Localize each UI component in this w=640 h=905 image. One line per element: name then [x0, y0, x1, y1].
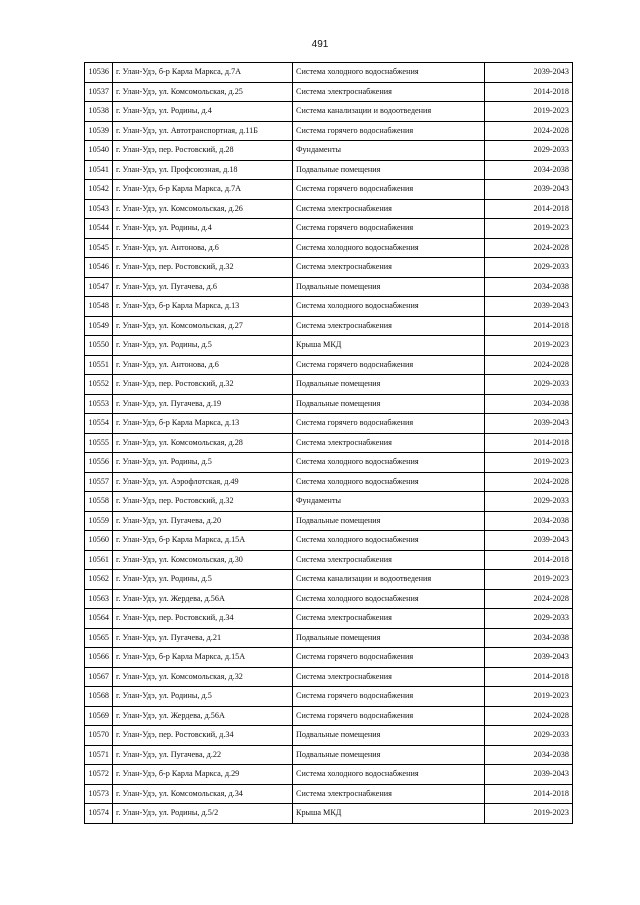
table-row — [85, 765, 573, 785]
system-cell: Подвальные помещения — [293, 745, 485, 765]
address-cell: г. Улан-Удэ, ул. Пугачева, д.22 — [113, 745, 293, 765]
address-cell: г. Улан-Удэ, пер. Ростовский, д.34 — [113, 726, 293, 746]
period-cell: 2039-2043 — [485, 531, 573, 551]
table-row — [85, 336, 573, 356]
row-id-cell: 10568 — [85, 687, 113, 707]
table-row — [85, 414, 573, 434]
table-row — [85, 394, 573, 414]
period-cell: 2014-2018 — [485, 82, 573, 102]
address-cell: г. Улан-Удэ, ул. Пугачева, д.6 — [113, 277, 293, 297]
row-id-cell: 10541 — [85, 160, 113, 180]
table-row — [85, 648, 573, 668]
table-row — [85, 609, 573, 629]
system-cell: Подвальные помещения — [293, 394, 485, 414]
period-cell: 2039-2043 — [485, 180, 573, 200]
period-cell: 2039-2043 — [485, 63, 573, 83]
period-cell: 2024-2028 — [485, 472, 573, 492]
table-row — [85, 121, 573, 141]
row-id-cell: 10545 — [85, 238, 113, 258]
period-cell: 2019-2023 — [485, 219, 573, 239]
period-cell: 2014-2018 — [485, 433, 573, 453]
table-row — [85, 667, 573, 687]
system-cell: Система электроснабжения — [293, 550, 485, 570]
row-id-cell: 10563 — [85, 589, 113, 609]
system-cell: Система электроснабжения — [293, 258, 485, 278]
table-row — [85, 258, 573, 278]
row-id-cell: 10554 — [85, 414, 113, 434]
system-cell: Крыша МКД — [293, 804, 485, 824]
address-cell: г. Улан-Удэ, пер. Ростовский, д.32 — [113, 258, 293, 278]
row-id-cell: 10537 — [85, 82, 113, 102]
table-row — [85, 238, 573, 258]
system-cell: Подвальные помещения — [293, 375, 485, 395]
period-cell: 2019-2023 — [485, 336, 573, 356]
table-row — [85, 472, 573, 492]
period-cell: 2029-2033 — [485, 609, 573, 629]
table-row — [85, 745, 573, 765]
address-cell: г. Улан-Удэ, ул. Родины, д.5 — [113, 570, 293, 590]
period-cell: 2024-2028 — [485, 238, 573, 258]
system-cell: Подвальные помещения — [293, 628, 485, 648]
repair-schedule-table — [84, 62, 573, 824]
row-id-cell: 10555 — [85, 433, 113, 453]
row-id-cell: 10561 — [85, 550, 113, 570]
system-cell: Подвальные помещения — [293, 511, 485, 531]
address-cell: г. Улан-Удэ, б-р Карла Маркса, д.7А — [113, 63, 293, 83]
period-cell: 2024-2028 — [485, 355, 573, 375]
table-row — [85, 180, 573, 200]
row-id-cell: 10551 — [85, 355, 113, 375]
system-cell: Подвальные помещения — [293, 277, 485, 297]
table-row — [85, 570, 573, 590]
row-id-cell: 10536 — [85, 63, 113, 83]
row-id-cell: 10573 — [85, 784, 113, 804]
row-id-cell: 10559 — [85, 511, 113, 531]
system-cell: Система горячего водоснабжения — [293, 414, 485, 434]
row-id-cell: 10566 — [85, 648, 113, 668]
table-row — [85, 726, 573, 746]
row-id-cell: 10538 — [85, 102, 113, 122]
row-id-cell: 10539 — [85, 121, 113, 141]
table-row — [85, 589, 573, 609]
page-number: 491 — [311, 39, 329, 50]
period-cell: 2014-2018 — [485, 784, 573, 804]
address-cell: г. Улан-Удэ, ул. Антонова, д.6 — [113, 355, 293, 375]
table-row — [85, 219, 573, 239]
row-id-cell: 10572 — [85, 765, 113, 785]
address-cell: г. Улан-Удэ, б-р Карла Маркса, д.7А — [113, 180, 293, 200]
address-cell: г. Улан-Удэ, ул. Пугачева, д.21 — [113, 628, 293, 648]
row-id-cell: 10564 — [85, 609, 113, 629]
row-id-cell: 10540 — [85, 141, 113, 161]
address-cell: г. Улан-Удэ, ул. Комсомольская, д.26 — [113, 199, 293, 219]
period-cell: 2034-2038 — [485, 394, 573, 414]
address-cell: г. Улан-Удэ, ул. Комсомольская, д.34 — [113, 784, 293, 804]
address-cell: г. Улан-Удэ, б-р Карла Маркса, д.13 — [113, 297, 293, 317]
row-id-cell: 10552 — [85, 375, 113, 395]
period-cell: 2034-2038 — [485, 511, 573, 531]
table-row — [85, 706, 573, 726]
address-cell: г. Улан-Удэ, б-р Карла Маркса, д.29 — [113, 765, 293, 785]
system-cell: Подвальные помещения — [293, 726, 485, 746]
system-cell: Система электроснабжения — [293, 199, 485, 219]
system-cell: Система электроснабжения — [293, 667, 485, 687]
system-cell: Система горячего водоснабжения — [293, 355, 485, 375]
address-cell: г. Улан-Удэ, ул. Комсомольская, д.27 — [113, 316, 293, 336]
address-cell: г. Улан-Удэ, пер. Ростовский, д.32 — [113, 492, 293, 512]
period-cell: 2014-2018 — [485, 667, 573, 687]
address-cell: г. Улан-Удэ, ул. Комсомольская, д.28 — [113, 433, 293, 453]
period-cell: 2014-2018 — [485, 199, 573, 219]
table-row — [85, 628, 573, 648]
address-cell: г. Улан-Удэ, б-р Карла Маркса, д.15А — [113, 648, 293, 668]
address-cell: г. Улан-Удэ, пер. Ростовский, д.32 — [113, 375, 293, 395]
address-cell: г. Улан-Удэ, ул. Пугачева, д.20 — [113, 511, 293, 531]
system-cell: Система электроснабжения — [293, 82, 485, 102]
period-cell: 2029-2033 — [485, 375, 573, 395]
table-row — [85, 199, 573, 219]
address-cell: г. Улан-Удэ, ул. Комсомольская, д.25 — [113, 82, 293, 102]
table-row — [85, 453, 573, 473]
period-cell: 2039-2043 — [485, 648, 573, 668]
address-cell: г. Улан-Удэ, ул. Родины, д.5 — [113, 687, 293, 707]
row-id-cell: 10570 — [85, 726, 113, 746]
system-cell: Система холодного водоснабжения — [293, 531, 485, 551]
period-cell: 2019-2023 — [485, 453, 573, 473]
period-cell: 2039-2043 — [485, 414, 573, 434]
address-cell: г. Улан-Удэ, ул. Жердева, д.56А — [113, 706, 293, 726]
period-cell: 2014-2018 — [485, 550, 573, 570]
address-cell: г. Улан-Удэ, ул. Комсомольская, д.32 — [113, 667, 293, 687]
row-id-cell: 10574 — [85, 804, 113, 824]
system-cell: Система канализации и водоотведения — [293, 102, 485, 122]
address-cell: г. Улан-Удэ, ул. Пугачева, д.19 — [113, 394, 293, 414]
system-cell: Система горячего водоснабжения — [293, 687, 485, 707]
row-id-cell: 10562 — [85, 570, 113, 590]
period-cell: 2034-2038 — [485, 277, 573, 297]
address-cell: г. Улан-Удэ, ул. Жердева, д.56А — [113, 589, 293, 609]
row-id-cell: 10550 — [85, 336, 113, 356]
system-cell: Система горячего водоснабжения — [293, 706, 485, 726]
system-cell: Крыша МКД — [293, 336, 485, 356]
system-cell: Система канализации и водоотведения — [293, 570, 485, 590]
system-cell: Система электроснабжения — [293, 316, 485, 336]
system-cell: Система горячего водоснабжения — [293, 648, 485, 668]
row-id-cell: 10548 — [85, 297, 113, 317]
address-cell: г. Улан-Удэ, ул. Родины, д.5 — [113, 336, 293, 356]
table-row — [85, 804, 573, 824]
address-cell: г. Улан-Удэ, пер. Ростовский, д.34 — [113, 609, 293, 629]
period-cell: 2029-2033 — [485, 141, 573, 161]
table-row — [85, 63, 573, 83]
row-id-cell: 10549 — [85, 316, 113, 336]
table-row — [85, 531, 573, 551]
system-cell: Фундаменты — [293, 492, 485, 512]
period-cell: 2029-2033 — [485, 492, 573, 512]
period-cell: 2034-2038 — [485, 745, 573, 765]
period-cell: 2019-2023 — [485, 687, 573, 707]
system-cell: Система холодного водоснабжения — [293, 589, 485, 609]
system-cell: Фундаменты — [293, 141, 485, 161]
table-body — [85, 63, 573, 824]
row-id-cell: 10547 — [85, 277, 113, 297]
system-cell: Система электроснабжения — [293, 433, 485, 453]
table-row — [85, 375, 573, 395]
row-id-cell: 10558 — [85, 492, 113, 512]
table-row — [85, 784, 573, 804]
address-cell: г. Улан-Удэ, б-р Карла Маркса, д.13 — [113, 414, 293, 434]
table-row — [85, 687, 573, 707]
system-cell: Система горячего водоснабжения — [293, 219, 485, 239]
period-cell: 2034-2038 — [485, 160, 573, 180]
period-cell: 2024-2028 — [485, 121, 573, 141]
system-cell: Система холодного водоснабжения — [293, 472, 485, 492]
period-cell: 2019-2023 — [485, 570, 573, 590]
period-cell: 2029-2033 — [485, 726, 573, 746]
row-id-cell: 10569 — [85, 706, 113, 726]
period-cell: 2019-2023 — [485, 102, 573, 122]
address-cell: г. Улан-Удэ, ул. Родины, д.4 — [113, 219, 293, 239]
system-cell: Подвальные помещения — [293, 160, 485, 180]
table-row — [85, 141, 573, 161]
row-id-cell: 10542 — [85, 180, 113, 200]
row-id-cell: 10560 — [85, 531, 113, 551]
address-cell: г. Улан-Удэ, ул. Родины, д.4 — [113, 102, 293, 122]
table-row — [85, 82, 573, 102]
table-row — [85, 102, 573, 122]
row-id-cell: 10553 — [85, 394, 113, 414]
table-row — [85, 355, 573, 375]
system-cell: Система холодного водоснабжения — [293, 765, 485, 785]
address-cell: г. Улан-Удэ, пер. Ростовский, д.28 — [113, 141, 293, 161]
row-id-cell: 10571 — [85, 745, 113, 765]
period-cell: 2029-2033 — [485, 258, 573, 278]
period-cell: 2019-2023 — [485, 804, 573, 824]
period-cell: 2039-2043 — [485, 297, 573, 317]
period-cell: 2024-2028 — [485, 706, 573, 726]
row-id-cell: 10546 — [85, 258, 113, 278]
address-cell: г. Улан-Удэ, ул. Комсомольская, д.30 — [113, 550, 293, 570]
table-row — [85, 316, 573, 336]
table-row — [85, 277, 573, 297]
row-id-cell: 10543 — [85, 199, 113, 219]
system-cell: Система электроснабжения — [293, 609, 485, 629]
row-id-cell: 10565 — [85, 628, 113, 648]
system-cell: Система холодного водоснабжения — [293, 238, 485, 258]
period-cell: 2039-2043 — [485, 765, 573, 785]
address-cell: г. Улан-Удэ, ул. Антонова, д.6 — [113, 238, 293, 258]
address-cell: г. Улан-Удэ, б-р Карла Маркса, д.15А — [113, 531, 293, 551]
address-cell: г. Улан-Удэ, ул. Профсоюзная, д.18 — [113, 160, 293, 180]
system-cell: Система холодного водоснабжения — [293, 453, 485, 473]
period-cell: 2014-2018 — [485, 316, 573, 336]
address-cell: г. Улан-Удэ, ул. Родины, д.5/2 — [113, 804, 293, 824]
table-row — [85, 550, 573, 570]
address-cell: г. Улан-Удэ, ул. Аэрофлотская, д.49 — [113, 472, 293, 492]
address-cell: г. Улан-Удэ, ул. Автотранспортная, д.11Б — [113, 121, 293, 141]
table-row — [85, 297, 573, 317]
period-cell: 2034-2038 — [485, 628, 573, 648]
row-id-cell: 10567 — [85, 667, 113, 687]
period-cell: 2024-2028 — [485, 589, 573, 609]
table-row — [85, 160, 573, 180]
row-id-cell: 10557 — [85, 472, 113, 492]
row-id-cell: 10544 — [85, 219, 113, 239]
table-row — [85, 492, 573, 512]
system-cell: Система холодного водоснабжения — [293, 297, 485, 317]
table-row — [85, 511, 573, 531]
system-cell: Система горячего водоснабжения — [293, 121, 485, 141]
system-cell: Система электроснабжения — [293, 784, 485, 804]
address-cell: г. Улан-Удэ, ул. Родины, д.5 — [113, 453, 293, 473]
system-cell: Система горячего водоснабжения — [293, 180, 485, 200]
table-row — [85, 433, 573, 453]
row-id-cell: 10556 — [85, 453, 113, 473]
system-cell: Система холодного водоснабжения — [293, 63, 485, 83]
